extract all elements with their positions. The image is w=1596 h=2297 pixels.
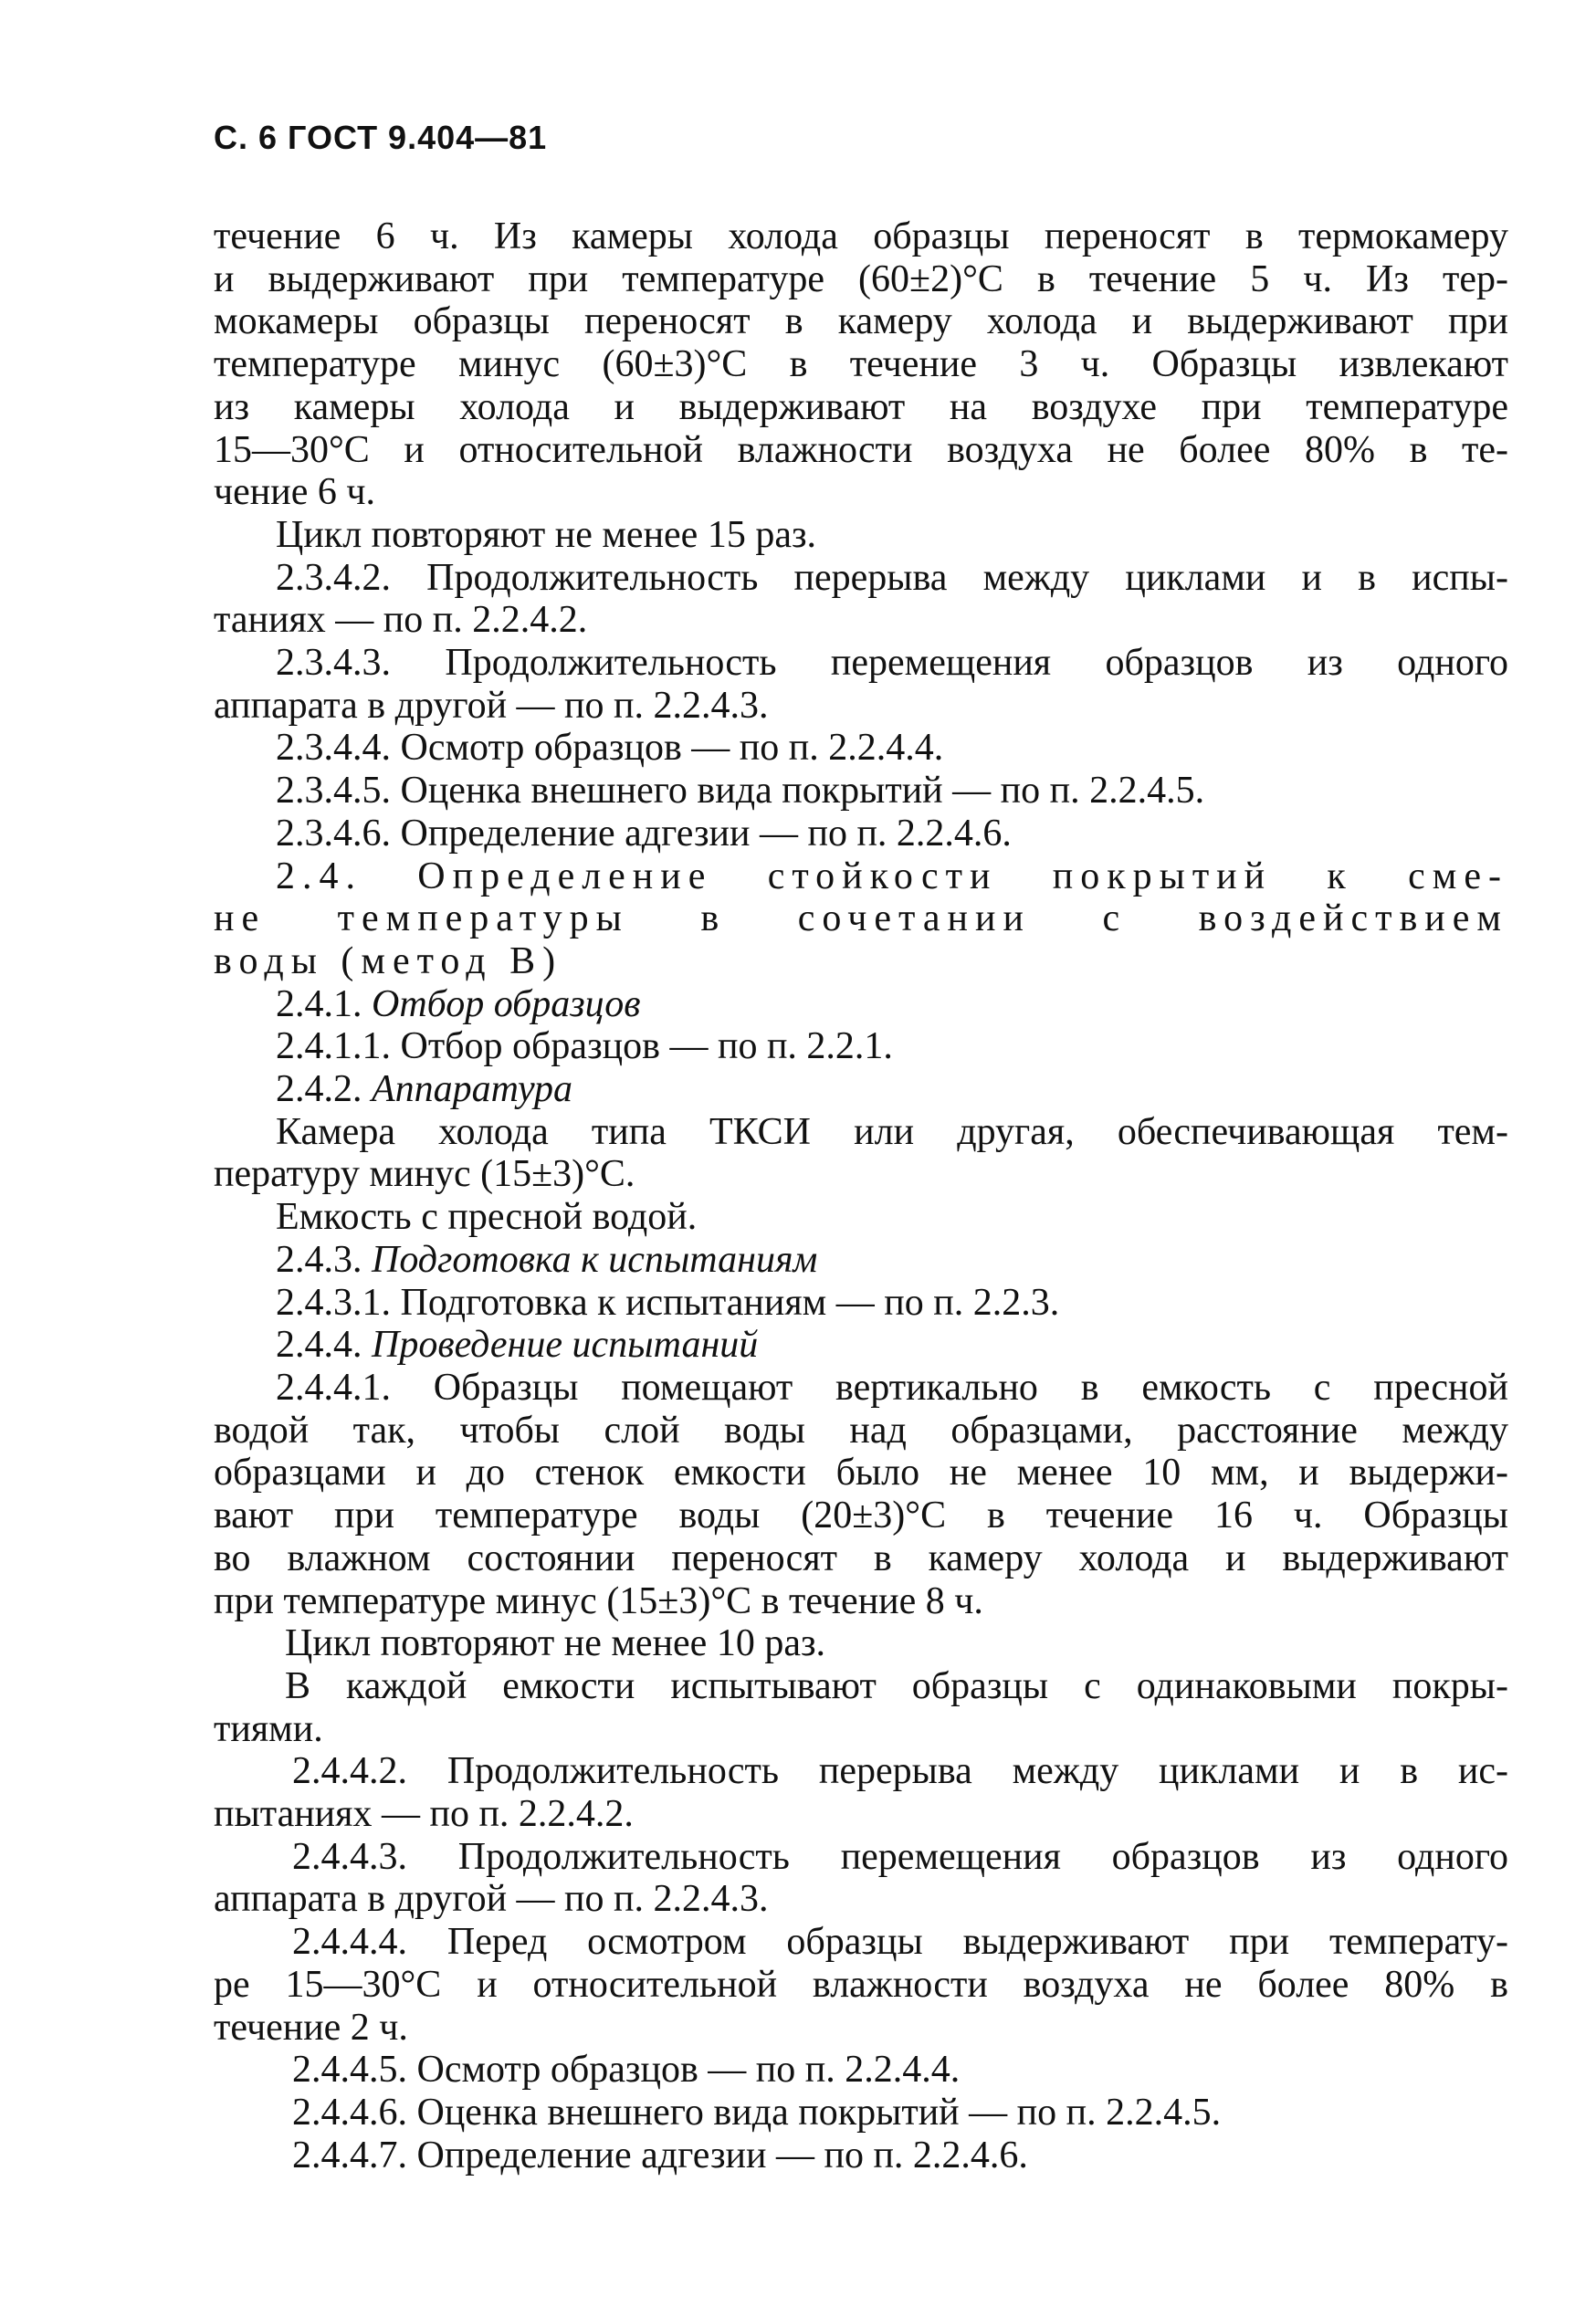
subsection-heading <box>214 1068 1508 1111</box>
text-line: 15—30°С и относительной влажности воздуха не более 80% в те- <box>214 428 1508 471</box>
text-line: и выдерживают при температуре (60±2)°С в течение 5 ч. Из тер- <box>214 257 1508 300</box>
text-line: тиями. <box>214 1707 323 1750</box>
text-line: образцами и до стенок емкости было не менее 10 мм, и выдержи- <box>214 1452 1508 1495</box>
subsection-title: Проведение испытаний <box>372 1324 759 1367</box>
text-line: 2.4.4.6. Оценка внешнего вида покрытий — по п. 2.2.4.5. <box>292 2091 1222 2134</box>
text-line: таниях — по п. 2.2.4.2. <box>214 599 588 642</box>
text-line: мокамеры образцы переносят в камеру холода и выдерживают при <box>214 300 1508 343</box>
subsection-number: 2.4.3. <box>276 1238 372 1281</box>
text-line: вают при температуре воды (20±3)°С в течение 16 ч. Образцы <box>214 1495 1508 1537</box>
text-line: 2.4.3.1. Подготовка к испытаниям — по п. 2.2.3. <box>276 1281 1060 1324</box>
text-line: чение 6 ч. <box>214 471 375 514</box>
text-line: 2.4.4.2. Продолжительность перерыва между циклами и в ис- <box>292 1750 1508 1793</box>
text-line: ре 15—30°С и относительной влажности воздуха не более 80% в <box>214 1963 1508 2006</box>
text-line: 2.3.4.2. Продолжительность перерыва между циклами и в испы- <box>276 556 1508 599</box>
text-line: температуре минус (60±3)°С в течение 3 ч. Образцы извлекают <box>214 343 1508 386</box>
text-line: 2.3.4.5. Оценка внешнего вида покрытий — по п. 2.2.4.5. <box>276 770 1205 813</box>
subsection-heading <box>214 1239 1508 1282</box>
text-line: течение 6 ч. Из камеры холода образцы переносят в термокамеру <box>214 215 1508 257</box>
text-line: 2.3.4.6. Определение адгезии — по п. 2.2.4.6. <box>276 812 1012 855</box>
text-line: В каждой емкости испытывают образцы с одинаковыми покры- <box>285 1664 1508 1707</box>
text-line: 2.4.4.1. Образцы помещают вертикально в емкость с пресной <box>276 1366 1508 1409</box>
text-line: пытаниях — по п. 2.2.4.2. <box>214 1793 634 1836</box>
text-line: пературу минус (15±3)°С. <box>214 1153 635 1196</box>
subsection-heading <box>214 1324 1508 1367</box>
section-heading-line: 2.4. Определение стойкости покрытий к сме- <box>276 855 1508 897</box>
subsection-number: 2.4.2. <box>276 1068 372 1111</box>
text-line: 2.4.1.1. Отбор образцов — по п. 2.2.1. <box>276 1025 893 1068</box>
text-line: аппарата в другой — по п. 2.2.4.3. <box>214 1878 769 1921</box>
section-heading-line: воды (метод В) <box>214 939 563 982</box>
text-line: при температуре минус (15±3)°С в течение 8 ч. <box>214 1579 983 1622</box>
text-line: 2.3.4.3. Продолжительность перемещения образцов из одного <box>276 642 1508 685</box>
body-text <box>214 215 1508 2176</box>
text-line: из камеры холода и выдерживают на воздухе при температуре <box>214 385 1508 428</box>
text-line: во влажном состоянии переносят в камеру холода и выдерживают <box>214 1537 1508 1579</box>
text-line: Цикл повторяют не менее 10 раз. <box>285 1622 826 1665</box>
subsection-title: Отбор образцов <box>372 982 641 1025</box>
text-line: водой так, чтобы слой воды над образцами, расстояние между <box>214 1409 1508 1452</box>
section-heading-line: не температуры в сочетании с воздействием <box>214 897 1508 940</box>
text-line: Камера холода типа ТКСИ или другая, обеспечивающая тем- <box>276 1110 1508 1153</box>
text-line: Цикл повторяют не менее 15 раз. <box>276 513 817 556</box>
subsection-heading <box>214 983 1508 1026</box>
subsection-number: 2.4.4. <box>276 1324 372 1367</box>
text-line: течение 2 ч. <box>214 2006 408 2049</box>
text-line: 2.4.4.5. Осмотр образцов — по п. 2.2.4.4. <box>292 2049 961 2092</box>
subsection-title: Аппаратура <box>372 1068 573 1111</box>
text-line: 2.4.4.4. Перед осмотром образцы выдерживают при температу- <box>292 1921 1508 1964</box>
text-line: Емкость с пресной водой. <box>276 1196 698 1239</box>
text-line: 2.4.4.7. Определение адгезии — по п. 2.2.4.6. <box>292 2134 1028 2176</box>
text-line: 2.3.4.4. Осмотр образцов — по п. 2.2.4.4. <box>276 727 944 770</box>
page-header: С. 6 ГОСТ 9.404—81 <box>214 119 548 156</box>
text-line: 2.4.4.3. Продолжительность перемещения образцов из одного <box>292 1835 1508 1878</box>
subsection-title: Подготовка к испытаниям <box>372 1238 818 1281</box>
text-line: аппарата в другой — по п. 2.2.4.3. <box>214 684 769 727</box>
subsection-number: 2.4.1. <box>276 982 372 1025</box>
